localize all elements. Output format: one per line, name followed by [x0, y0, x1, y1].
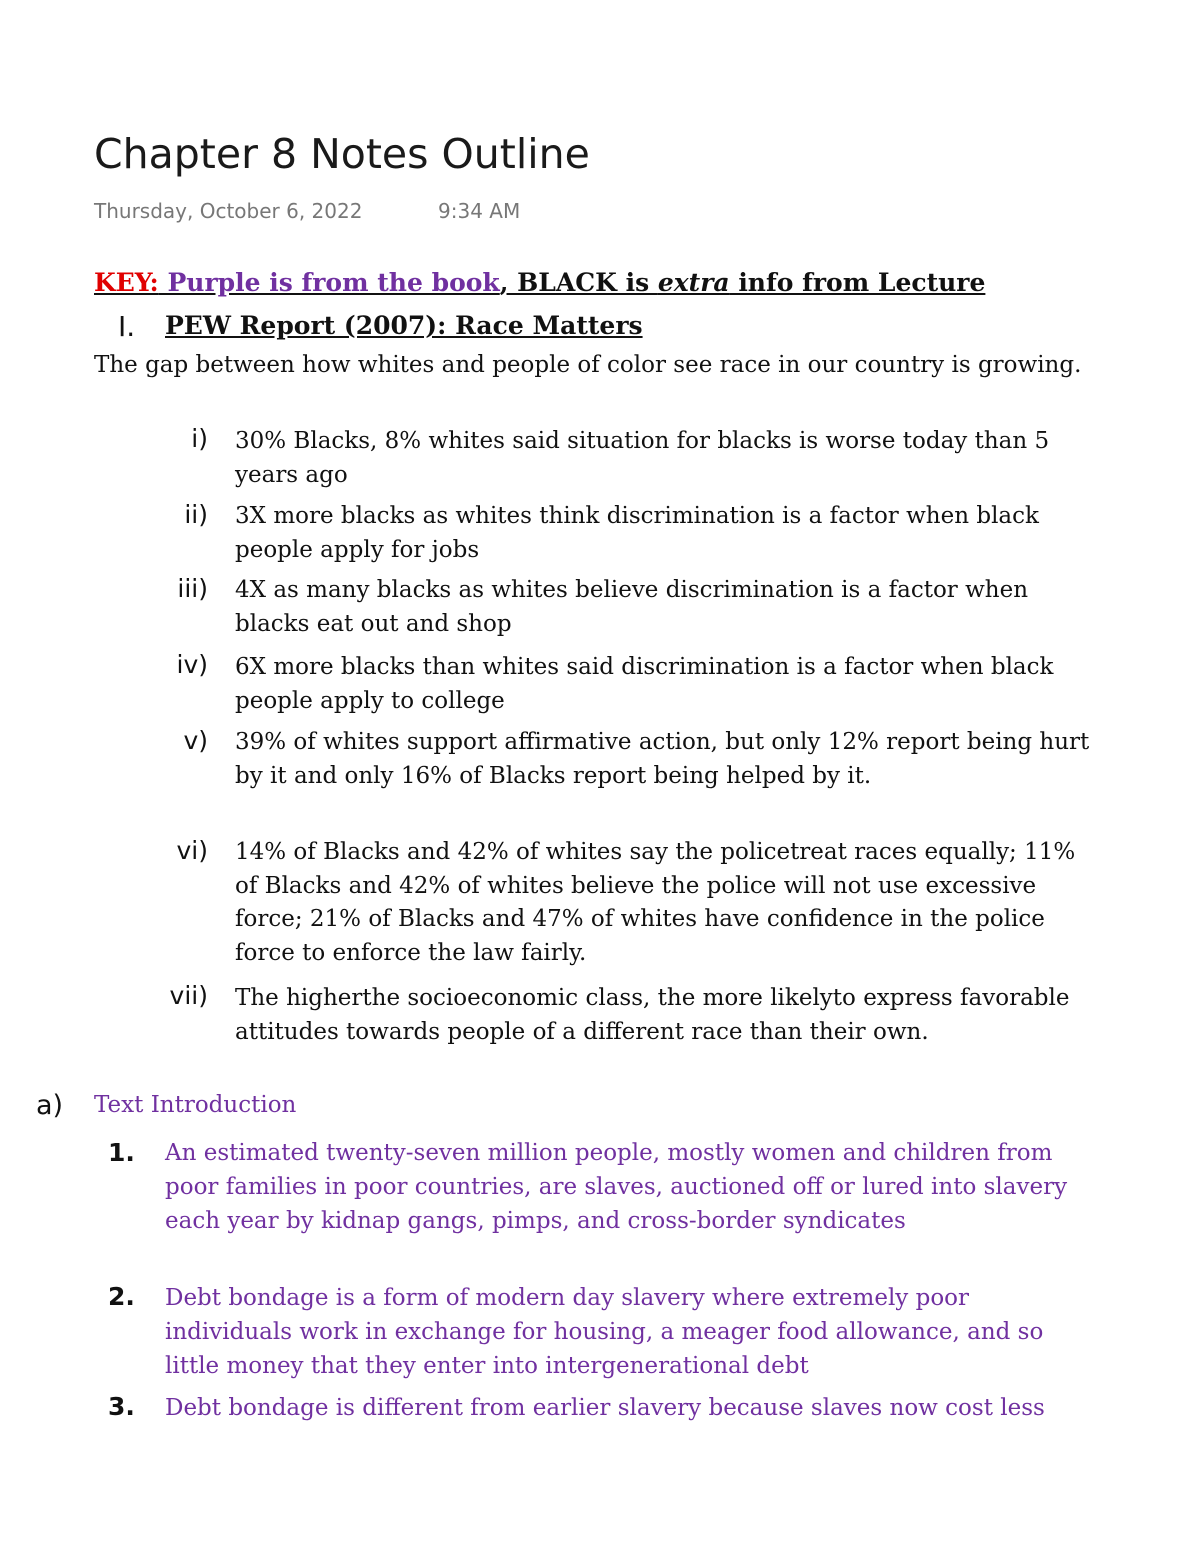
numbered-item-marker: 3.: [108, 1392, 135, 1421]
subsection-title: Text Introduction: [94, 1092, 297, 1118]
note-date: Thursday, October 6, 2022: [94, 199, 363, 223]
list-item-marker: vi): [176, 836, 208, 865]
key-label: KEY:: [94, 268, 159, 297]
section-marker: I.: [118, 310, 136, 343]
key-purple-text: Purple is from the book: [158, 268, 500, 297]
list-item-marker: v): [183, 726, 208, 755]
numbered-item-marker: 1.: [108, 1138, 135, 1167]
note-time: 9:34 AM: [438, 199, 521, 223]
key-extra-text: extra: [657, 268, 730, 297]
list-item-marker: ii): [184, 500, 208, 529]
list-item: 30% Blacks, 8% whites said situation for blacks is worse today than 5 years ago: [235, 428, 1050, 488]
page-title: Chapter 8 Notes Outline: [94, 130, 590, 178]
section-intro: The gap between how whites and people of color see race in our country is growing.: [94, 352, 1082, 378]
list-item: 14% of Blacks and 42% of whites say the policetreat races equally; 11% of Blacks and 42% of whites believe the police will not use excessive force; 21% of Blacks and 47% of whites have confidence in the police force to enforce the law fairly.: [235, 839, 1076, 966]
key-black-text: , BLACK is: [499, 268, 658, 297]
numbered-item: An estimated twenty-seven million people, mostly women and children from poor families in poor countries, are slaves, auctioned off or lured into slavery each year by kidnap gangs, pimps, and cross-border syndicates: [165, 1140, 1068, 1234]
list-item-marker: iii): [177, 574, 208, 603]
numbered-item: Debt bondage is a form of modern day slavery where extremely poor individuals work in exchange for housing, a meager food allowance, and so little money that they enter into intergenerational debt: [165, 1285, 1044, 1379]
numbered-item: Debt bondage is different from earlier slavery because slaves now cost less: [165, 1395, 1045, 1421]
section-title: PEW Report (2007): Race Matters: [165, 311, 643, 340]
page-cutoff: [0, 1426, 1200, 1553]
list-item-marker: vii): [169, 981, 208, 1010]
subsection-marker: a): [36, 1090, 64, 1121]
list-item: 3X more blacks as whites think discrimination is a factor when black people apply for jobs: [235, 503, 1039, 563]
list-item: 39% of whites support affirmative action, but only 12% report being hurt by it and only 16% of Blacks report being helped by it.: [235, 729, 1090, 789]
numbered-item-marker: 2.: [108, 1282, 135, 1311]
list-item: 4X as many blacks as whites believe discrimination is a factor when blacks eat out and shop: [235, 577, 1029, 637]
color-key-line: [94, 268, 985, 297]
list-item: 6X more blacks than whites said discrimination is a factor when black people apply to college: [235, 654, 1054, 714]
list-item-marker: i): [191, 424, 208, 453]
key-lecture-text: info from Lecture: [729, 268, 986, 297]
list-item: The higherthe socioeconomic class, the more likelyto express favorable attitudes towards people of a different race than their own.: [235, 985, 1070, 1045]
list-item-marker: iv): [176, 650, 208, 679]
